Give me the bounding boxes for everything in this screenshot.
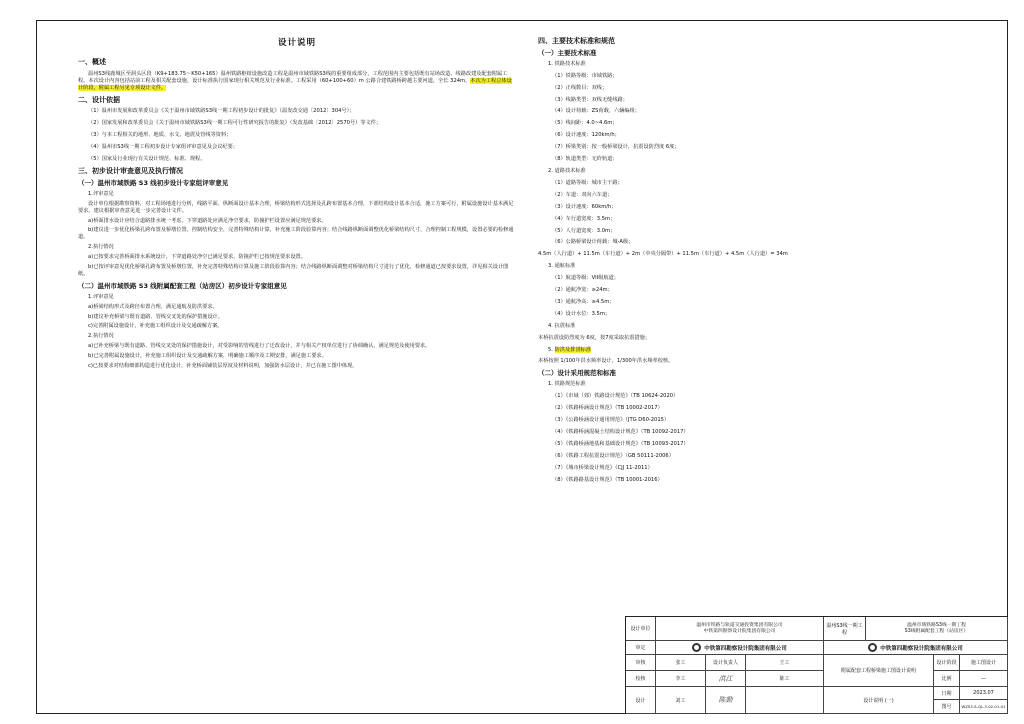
flood-standard-text: 本桥按照 1/100年洪水频率设计，1/300年洪水频率校核。 — [538, 358, 674, 365]
tech-standard-item: （4）设计水位：3.5m； — [552, 310, 611, 317]
meta-value: 施工图设计 — [960, 655, 1008, 671]
logo-cell — [656, 641, 824, 655]
spec-item: （4）《铁路桥涵混凝土结构设计规范》（TB 10092-2017） — [552, 428, 689, 435]
flood-highlight: 防洪及排涝标准 — [554, 346, 591, 353]
company-logo — [692, 643, 787, 652]
tech-standard-item: （8）轨道类型：无砟轨道； — [552, 156, 618, 163]
document-title: 设计说明 — [277, 38, 316, 48]
review-paragraph: b)建议补充桥梁与既有道路、管线交叉处的保护措施设计。 — [88, 313, 224, 320]
signer-name: 陈工 — [746, 671, 824, 687]
signature-1: 洪江 — [718, 674, 733, 683]
tech-standard-item: 4. 抗震标准 — [548, 322, 576, 329]
tech-standard-item: （3）通航净高：≥4.5m； — [552, 298, 615, 305]
tech-standard-item: （1）航道等级：VII级航道； — [552, 275, 619, 282]
spec-item: （1）《市域（郊）铁路设计规范》（TB 10624-2020） — [552, 393, 679, 400]
meta-label: 设计阶段 — [934, 655, 960, 671]
client-cell — [656, 617, 824, 641]
client-name: 温州市铁路与轨道交通投资集团有限公司 — [696, 622, 783, 628]
project-name: 温州市域铁路S3线一期工程 — [907, 622, 966, 628]
role-label: 审定 — [626, 641, 656, 655]
spec-item: （8）《铁路路基设计规范》（TB 10001-2016） — [552, 476, 663, 483]
tech-standard-item: （2）正线数目：双线； — [552, 84, 608, 91]
role-label: 设计负责人 — [706, 655, 746, 671]
role-label: 设计单位 — [626, 617, 656, 641]
basis-item: （1）温州市发展和改革委员会《关于温州市域铁路S3线一期工程初步设计的批复》（温发改交通〔2012〕304号）； — [88, 108, 355, 115]
project-cell — [866, 617, 1008, 641]
review-paragraph: a)桥面排水设计应结合道路排水统一考虑，下穿道路处应满足净空要求，防撞护栏设置应满足规范要求。 — [88, 217, 327, 224]
meta-label: 日期 — [934, 687, 960, 700]
signer-name: 李工 — [656, 671, 706, 687]
role-label: 设计 — [626, 687, 656, 714]
section-1-highlight: 本次为工程总体设计阶段，附属工程另见专项设计文件。 — [78, 77, 512, 91]
project-label: 温州S3线一期工程 — [824, 617, 866, 641]
spec-item: 1. 铁路规范标准 — [548, 381, 586, 388]
project-subtitle: S3线附属配套工程（站房区） — [904, 628, 969, 634]
spec-item: （6）《铁路工程抗震设计规范》（GB 50111-2006） — [552, 452, 674, 459]
signer-name: 刘工 — [656, 687, 706, 714]
section-1-heading: 一、概述 — [78, 57, 106, 66]
signature-2: 陈勤 — [718, 696, 733, 704]
review-paragraph: c)完善附属设施设计，补充施工组织设计及交通疏解方案。 — [88, 323, 223, 330]
logo-text: 中铁第四勘察设计院集团有限公司 — [704, 645, 787, 652]
tech-standard-item: （7）桥梁类别：按一般桥梁设计，抗震设防烈度 6度； — [552, 144, 680, 151]
section-2-heading: 二、设计依据 — [78, 95, 120, 104]
review-paragraph: 1.评审意见 — [88, 190, 114, 197]
left-column — [78, 30, 516, 373]
tech-standard-item: （6）设计速度：120km/h； — [552, 132, 620, 139]
basis-item: （3）与本工程相关的地形、地质、水文、地震及管线等资料； — [88, 132, 232, 139]
meta-value: — — [960, 671, 1008, 687]
tech-standard-item: （2）车道：双向六车道； — [552, 191, 613, 198]
flood-prefix: 5. — [548, 346, 555, 353]
section-3-1-heading: （一）温州市域铁路 S3 线初步设计专家组评审意见 — [78, 178, 229, 187]
role-label: 审核 — [626, 655, 656, 671]
section-4-heading: 四、主要技术标准和规范 — [538, 37, 615, 45]
tech-standard-item: （3）设计速度：60km/h； — [552, 203, 617, 210]
tech-standard-item: （3）线路类型：双线无缝线路； — [552, 96, 628, 103]
tech-standard-item: （4）车行道宽度：3.5m； — [552, 215, 616, 222]
basis-item: （5）国家及行业现行有关设计规范、标准、规程。 — [88, 156, 206, 163]
spec-item: （3）《公路桥涵设计通用规范》（JTG D60-2015） — [552, 417, 670, 423]
logo-cell-right — [824, 641, 1008, 655]
meta-label: 图号 — [934, 700, 960, 714]
tech-standard-item: （5）线间距：4.0~4.6m； — [552, 120, 618, 127]
signature — [706, 671, 746, 687]
review-paragraph: 设计单位根据勘察资料，对工程场地进行分析，线路平面、纵断面设计基本合理，桥梁结构形式选择及孔跨布置基本合理，下部结构设计基本合适，施工方案可行，附属设施设计基本满足要求。建议根据审查意见进一步完善设计文件。 — [78, 200, 514, 214]
tech-standard-item: 2. 道路技术标准 — [548, 167, 586, 174]
signer-name: 王工 — [746, 655, 824, 671]
drawing-no-label: 设计说明 (一) — [824, 687, 934, 714]
tech-standard-item: （6）公路桥梁设计荷载：城-A级； — [552, 239, 634, 246]
section-1-paragraph — [78, 71, 516, 92]
company-logo-icon — [868, 643, 877, 652]
title-block — [625, 616, 1008, 714]
review-paragraph: 2.执行情况 — [88, 333, 114, 340]
meta-label: 比例 — [934, 671, 960, 687]
basis-item: （2）国家发展和改革委员会《关于温州市域铁路S3线一期工程可行性研究报告的批复》（发改基础〔2012〕2570号）等文件； — [88, 120, 382, 127]
review-paragraph: b)已按评审意见优化桥梁孔跨布置及桥墩位置，补充完善特殊结构计算及施工阶段验算内容；结合线路纵断面调整对桥梁结构尺寸进行了优化，检修通道已按要求设置，详见相关设计图纸。 — [78, 264, 509, 277]
company-logo — [868, 643, 963, 652]
designer-name: 中铁第四勘察设计院集团有限公司 — [703, 628, 776, 634]
role-label: 校核 — [626, 671, 656, 687]
signature — [706, 687, 746, 714]
meta-value: WZS3-S-QL-3-02-01-01 — [960, 700, 1008, 714]
section-1-text: 温州S3线鹿城区至洞头区段（K9+183.75～K50+165）温州铁路枢纽设施改造工程是温州市域铁路S3线的重要组成部分，工程范围内主要包括既有站场改造、线路改建及配套附属工程。本次设计内容包括站前工程及相关配套设施，设计标准执行国家现行相关规范及行业标准。工程采用（60+100+60）m 公路合建铁路桥跨越主要河道，全长 324m， — [78, 70, 508, 84]
tech-standard-item: 3. 通航标准 — [548, 263, 576, 270]
review-paragraph: c)已按要求对结构细部构造进行优化设计，补充桥面铺装层厚度及材料说明，加强防水层设计，并已在施工图中体现。 — [88, 363, 358, 370]
tech-standard-item: 本桥抗震设防烈度为 6度，按7度采取抗震措施； — [538, 334, 651, 341]
review-paragraph: 2.执行情况 — [88, 244, 114, 251]
spec-item: （5）《铁路桥涵地基和基础设计规范》（TB 10093-2017） — [552, 440, 689, 447]
company-logo-icon — [692, 643, 701, 652]
tech-standard-item: （5）人行道宽度：3.0m； — [552, 227, 616, 234]
review-paragraph: a)已补充桥梁与既有道路、管线交叉处的保护措施设计，对受影响的管线进行了迁改设计，并与相关产权单位进行了协调确认，满足规范及使用要求。 — [88, 343, 431, 350]
logo-text: 中铁第四勘察设计院集团有限公司 — [880, 645, 963, 652]
right-column — [538, 30, 838, 488]
tech-standard-item: （1）道路等级：城市主干路； — [552, 179, 623, 186]
section-3-2-heading: （二）温州市域铁路 S3 线附属配套工程（站房区）初步设计专家组意见 — [78, 281, 287, 290]
spec-item: （2）《铁路桥涵设计规范》（TB 10002-2017） — [552, 405, 663, 412]
review-paragraph: b)已完善附属设施设计，补充施工组织设计及交通疏解方案，明确施工顺序及工期安排，满足施工要求。 — [88, 353, 327, 360]
section-4-1-heading: （一）主要技术标准 — [538, 48, 597, 57]
section-4-2-heading: （二）设计采用规范和标准 — [538, 369, 616, 378]
tech-standard-item: （4）设计荷载：ZS荷载，六辆编组； — [552, 108, 640, 115]
review-paragraph: 1.评审意见 — [88, 293, 114, 300]
tech-standard-item: （2）通航净宽：≥24m； — [552, 287, 613, 294]
spec-item: （7）《城市桥梁设计规范》（CJJ 11-2011） — [552, 464, 653, 471]
signer-name: 张工 — [656, 655, 706, 671]
drawing-title: 附属配套工程桥梁施工图设计说明 — [824, 655, 934, 687]
basis-item: （4）温州市S3线一期工程初步设计专家组评审意见及会议纪要； — [88, 144, 238, 151]
blank-cell — [746, 687, 824, 714]
review-paragraph: a)桥梁结构形式及跨径布置合理，满足通航及防洪要求。 — [88, 303, 218, 310]
review-paragraph: b)建议进一步优化桥梁孔跨布置及桥墩位置，控制结构安全，完善特殊结构计算，补充施工阶段验算内容；结合线路纵断面调整优化桥梁结构尺寸，合理控制工程规模，设置必要的检修通道。 — [78, 227, 514, 241]
tech-standard-item: （1）铁路等级：市域铁路； — [552, 72, 618, 79]
meta-value: 2023.07 — [960, 687, 1008, 700]
flood-standard-item — [548, 347, 838, 354]
section-3-heading: 三、初步设计审查意见及执行情况 — [78, 166, 183, 175]
tech-standard-item: 1. 铁路技术标准 — [548, 60, 586, 67]
review-paragraph: a)已按要求完善桥面排水系统设计，下穿道路处净空已满足要求，防撞护栏已按规范要求设置。 — [88, 254, 306, 261]
tech-standard-item: 4.5m（人行道）+ 11.5m（车行道）+ 2m（中央分隔带）+ 11.5m（车行道）+ 4.5m（人行道）= 34m — [538, 251, 788, 258]
